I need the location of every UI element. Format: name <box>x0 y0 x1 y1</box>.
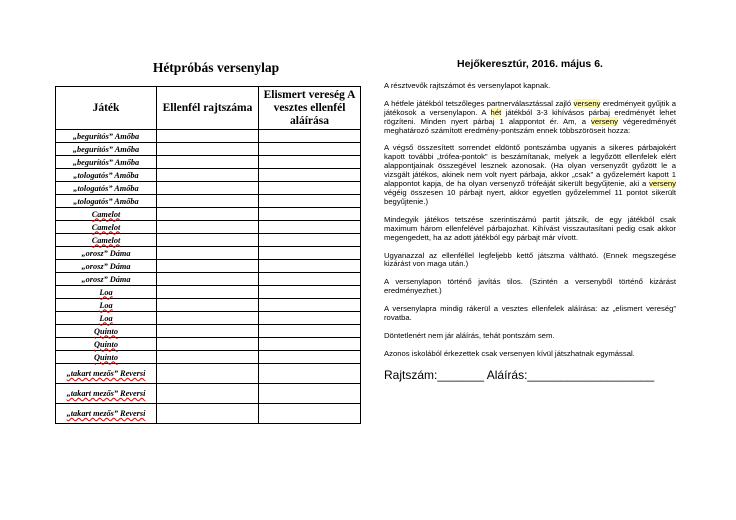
opponent-number-cell[interactable] <box>157 169 259 182</box>
rules-paragraph-3: A végső összesített sorrendet eldöntő pontszámba ugyanis a sikeres párbajokért kapott további „trófea-pontok” is beszámítanak, melyek a legyőzött ellenfelek elért alappontjainak összegével lesznek azonosak. (Ha olyan versenyzőt győzött le a vizsgált játékos, akinek nem volt nyert párbaja, akkor „csak” a győzelemért kapott 1 alappontot kapja, de ha olyan versenyző trófeáját sikerült begyűjtenie, aki a verseny végéig összesen 10 párbajt nyert, akkor egyetlen győzelemmel 11 pontot sikerült begyűjtenie.) <box>384 143 676 206</box>
defeat-signature-cell[interactable] <box>259 182 361 195</box>
sheet-title: Hétpróbás versenylap <box>152 60 280 75</box>
defeat-signature-cell[interactable] <box>259 351 361 364</box>
defeat-signature-cell[interactable] <box>259 260 361 273</box>
opponent-number-cell[interactable] <box>157 404 259 424</box>
game-cell: Camelot <box>56 221 157 234</box>
table-row <box>56 286 361 299</box>
defeat-signature-cell[interactable] <box>259 156 361 169</box>
game-cell: Loa <box>56 286 157 299</box>
header-game: Játék <box>56 87 157 130</box>
table-row <box>56 384 361 404</box>
opponent-number-cell[interactable] <box>157 143 259 156</box>
opponent-number-cell[interactable] <box>157 208 259 221</box>
opponent-number-cell[interactable] <box>157 338 259 351</box>
game-cell: „orosz” Dáma <box>56 260 157 273</box>
opponent-number-cell[interactable] <box>157 273 259 286</box>
opponent-number-cell[interactable] <box>157 299 259 312</box>
game-cell: „begurítós” Amőba <box>56 156 157 169</box>
opponent-number-cell[interactable] <box>157 364 259 384</box>
defeat-signature-cell[interactable] <box>259 299 361 312</box>
table-row <box>56 273 361 286</box>
table-row <box>56 234 361 247</box>
defeat-signature-cell[interactable] <box>259 273 361 286</box>
defeat-signature-cell[interactable] <box>259 169 361 182</box>
table-header-row <box>56 87 361 130</box>
opponent-number-cell[interactable] <box>157 130 259 143</box>
game-cell: „orosz” Dáma <box>56 273 157 286</box>
table-row <box>56 260 361 273</box>
rules-paragraph-2: A hétfele játékból tetszőleges partnerválasztással zajló verseny eredményeit gyűjtik a játékosok a versenylapon. A hét játékból 3-3 kihívásos párbaj eredményét lehet rögzíteni. Minden nyert párbaj 1 alappontot ér. Am, a verseny végeredményét meghatározó számított eredmény-pontszám ennek többszöröseit hozza: <box>384 98 677 135</box>
table-row <box>56 299 361 312</box>
opponent-number-cell[interactable] <box>157 221 259 234</box>
defeat-signature-cell[interactable] <box>259 247 361 260</box>
rules-paragraph-6: A versenylapon történő javítás tilos. (Szintén a versenyből történő kizárást eredményezhet.) <box>384 277 676 296</box>
game-cell: „takart mezős” Reversi <box>56 364 157 384</box>
table-row <box>56 156 361 169</box>
place-date-title: Hejőkeresztúr, 2016. május 6. <box>457 58 603 70</box>
table-row <box>56 351 361 364</box>
table-row <box>56 404 361 424</box>
rules-paragraph-9: Azonos iskolából érkezettek csak versenyen kívül játszhatnak egymással. <box>384 348 635 358</box>
game-cell: „tologatós” Amőba <box>56 169 157 182</box>
defeat-signature-cell[interactable] <box>259 384 361 404</box>
table-row <box>56 312 361 325</box>
table-row <box>56 325 361 338</box>
opponent-number-cell[interactable] <box>157 260 259 273</box>
game-cell: Quinto <box>56 338 157 351</box>
header-opponent-number: Ellenfél rajtszáma <box>157 87 259 130</box>
opponent-number-cell[interactable] <box>157 351 259 364</box>
rules-paragraph-8: Döntetlenért nem jár aláírás, tehát pontszám sem. <box>384 330 555 340</box>
header-acknowledged-defeat: Elismert vereség A vesztes ellenfél aláírása <box>259 87 361 130</box>
defeat-signature-cell[interactable] <box>259 338 361 351</box>
defeat-signature-cell[interactable] <box>259 208 361 221</box>
defeat-signature-cell[interactable] <box>259 364 361 384</box>
table-row <box>56 143 361 156</box>
table-row <box>56 221 361 234</box>
game-cell: „takart mezős” Reversi <box>56 404 157 424</box>
opponent-number-cell[interactable] <box>157 286 259 299</box>
game-cell: „begurítós” Amőba <box>56 143 157 156</box>
results-table <box>55 86 361 424</box>
opponent-number-cell[interactable] <box>157 156 259 169</box>
game-cell: „tologatós” Amőba <box>56 182 157 195</box>
game-cell: Quinto <box>56 325 157 338</box>
defeat-signature-cell[interactable] <box>259 404 361 424</box>
game-cell: „tologatós” Amőba <box>56 195 157 208</box>
opponent-number-cell[interactable] <box>157 384 259 404</box>
opponent-number-cell[interactable] <box>157 182 259 195</box>
defeat-signature-cell[interactable] <box>259 195 361 208</box>
game-cell: „begurítós” Amőba <box>56 130 157 143</box>
opponent-number-cell[interactable] <box>157 195 259 208</box>
game-cell: Loa <box>56 312 157 325</box>
table-row <box>56 247 361 260</box>
table-row <box>56 364 361 384</box>
defeat-signature-cell[interactable] <box>259 286 361 299</box>
defeat-signature-cell[interactable] <box>259 130 361 143</box>
game-cell: „takart mezős” Reversi <box>56 384 157 404</box>
defeat-signature-cell[interactable] <box>259 143 361 156</box>
table-row <box>56 182 361 195</box>
table-row <box>56 195 361 208</box>
game-cell: Camelot <box>56 234 157 247</box>
signature-line: Rajtszám:_______ Aláírás:___________________ <box>384 367 655 382</box>
table-row <box>56 169 361 182</box>
defeat-signature-cell[interactable] <box>259 312 361 325</box>
opponent-number-cell[interactable] <box>157 325 259 338</box>
opponent-number-cell[interactable] <box>157 247 259 260</box>
defeat-signature-cell[interactable] <box>259 325 361 338</box>
defeat-signature-cell[interactable] <box>259 234 361 247</box>
rules-paragraph-4: Mindegyik játékos tetszése szerintiszámú partit játszik, de egy játékból csak maximum három ellenfelével párbajozhat. Kihívást visszautasítani pedig csak akkor megengedett, ha az adott játékból egy párbajt már vívott. <box>384 214 676 242</box>
game-cell: „orosz” Dáma <box>56 247 157 260</box>
table-row <box>56 338 361 351</box>
rules-paragraph-7: A versenylapra mindig rákerül a vesztes ellenfelek aláírása: az „elismert vereség” rovatba. <box>384 304 676 323</box>
score-sheet <box>55 60 361 424</box>
opponent-number-cell[interactable] <box>157 312 259 325</box>
table-row <box>56 208 361 221</box>
game-cell: Loa <box>56 299 157 312</box>
rules-panel <box>384 60 676 380</box>
defeat-signature-cell[interactable] <box>259 221 361 234</box>
game-cell: Quinto <box>56 351 157 364</box>
rules-paragraph-1: A résztvevők rajtszámot és versenylapot kapnak. <box>384 80 551 90</box>
game-cell: Camelot <box>56 208 157 221</box>
opponent-number-cell[interactable] <box>157 234 259 247</box>
table-row <box>56 130 361 143</box>
rules-paragraph-5: Ugyanazzal az ellenféllel legfeljebb kettő játszma váltható. (Ennek megszegése kizárást von maga után.) <box>384 250 676 269</box>
